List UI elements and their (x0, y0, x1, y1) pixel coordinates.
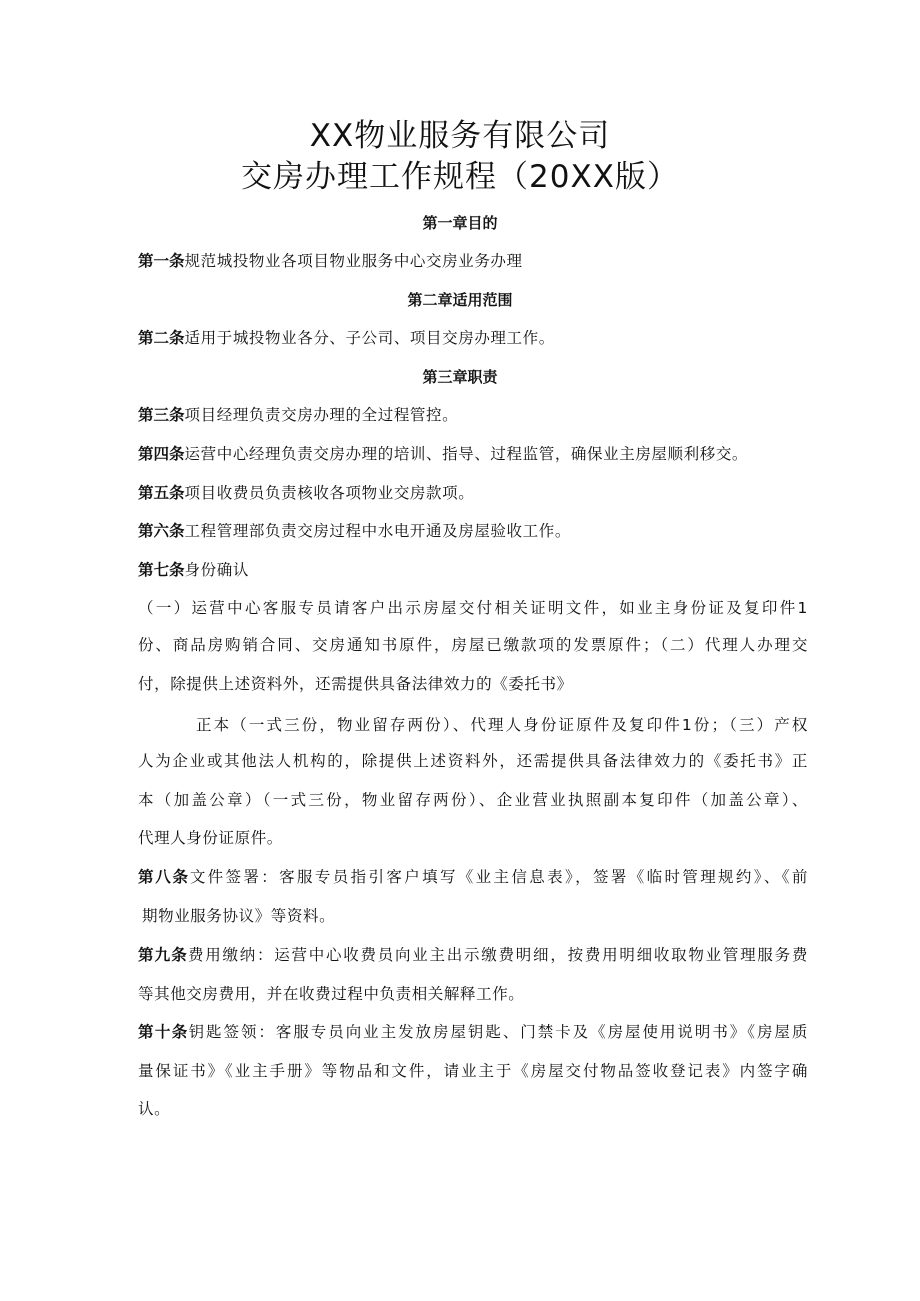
article-3-label: 第三条 (138, 406, 185, 424)
company-title: XX物业服务有限公司 (309, 118, 611, 154)
article-9-line-2: 等其他交房费用，并在收费过程中负责相关解释工作。 (138, 985, 525, 1003)
article-5 (138, 482, 474, 504)
article-2-text: 适用于城投物业各分、子公司、项目交房办理工作。 (184, 329, 555, 347)
article-6-text: 工程管理部负责交房过程中水电开通及房屋验收工作。 (184, 522, 571, 540)
article-4-label: 第四条 (138, 445, 185, 463)
article-7-line: 正本（一式三份，物业留存两份）、代理人身份证原件及复印件1份；（三）产权 (196, 716, 808, 734)
article-3-text: 项目经理负责交房办理的全过程管控。 (184, 406, 459, 424)
chapter-3-heading: 第三章职责 (422, 368, 498, 386)
article-3 (138, 404, 458, 426)
article-4-text: 运营中心经理负责交房办理的培训、指导、过程监管，确保业主房屋顺利移交。 (184, 445, 749, 463)
article-6 (138, 520, 571, 542)
article-7 (138, 559, 249, 581)
article-8 (138, 866, 808, 888)
article-9-text: 费用缴纳：运营中心收费员向业主出示缴费明细，按费用明细收取物业管理服务费 (187, 946, 808, 964)
article-5-label: 第五条 (138, 484, 185, 502)
article-7-line: 付，除提供上述资料外，还需提供具备法律效力的《委托书》 (138, 675, 573, 693)
article-4 (138, 443, 748, 465)
chapter-1-heading: 第一章目的 (422, 214, 498, 232)
article-7-text: 身份确认 (184, 561, 249, 579)
article-10-label: 第十条 (138, 1023, 189, 1041)
document-title: 交房办理工作规程（20XX版） (241, 159, 679, 195)
article-7-line: 本（加盖公章）（一式三份，物业留存两份）、企业营业执照副本复印件（加盖公章）、 (138, 791, 808, 809)
article-7-line: （一）运营中心客服专员请客户出示房屋交付相关证明文件，如业主身份证及复印件1 (138, 599, 808, 617)
article-7-line: 份、商品房购销合同、交房通知书原件，房屋已缴款项的发票原件；（二）代理人办理交 (138, 636, 808, 654)
article-7-line: 代理人身份证原件。 (138, 829, 283, 847)
article-1 (138, 250, 523, 272)
article-2 (138, 327, 555, 349)
article-1-label: 第一条 (138, 252, 185, 270)
article-10-line-2: 量保证书》《业主手册》等物品和文件，请业主于《房屋交付物品签收登记表》内签字确 (138, 1062, 808, 1080)
article-8-label: 第八条 (138, 868, 190, 886)
article-7-line: 人为企业或其他法人机构的，除提供上述资料外，还需提供具备法律效力的《委托书》正 (138, 752, 808, 770)
article-10-line-3: 认。 (138, 1100, 171, 1118)
article-8-text: 文件签署：客服专员指引客户填写《业主信息表》，签署《临时管理规约》、《前 (189, 868, 808, 886)
article-10 (138, 1021, 808, 1043)
article-9 (138, 944, 808, 966)
article-8-line-2: 期物业服务协议》等资料。 (142, 907, 336, 925)
article-7-label: 第七条 (138, 561, 185, 579)
article-2-label: 第二条 (138, 329, 185, 347)
article-10-text: 钥匙签领：客服专员向业主发放房屋钥匙、门禁卡及《房屋使用说明书》《房屋质 (188, 1023, 808, 1041)
article-1-text: 规范城投物业各项目物业服务中心交房业务办理 (184, 252, 523, 270)
article-6-label: 第六条 (138, 522, 185, 540)
chapter-2-heading: 第二章适用范围 (407, 291, 513, 309)
article-9-label: 第九条 (138, 946, 188, 964)
article-5-text: 项目收费员负责核收各项物业交房款项。 (184, 484, 475, 502)
